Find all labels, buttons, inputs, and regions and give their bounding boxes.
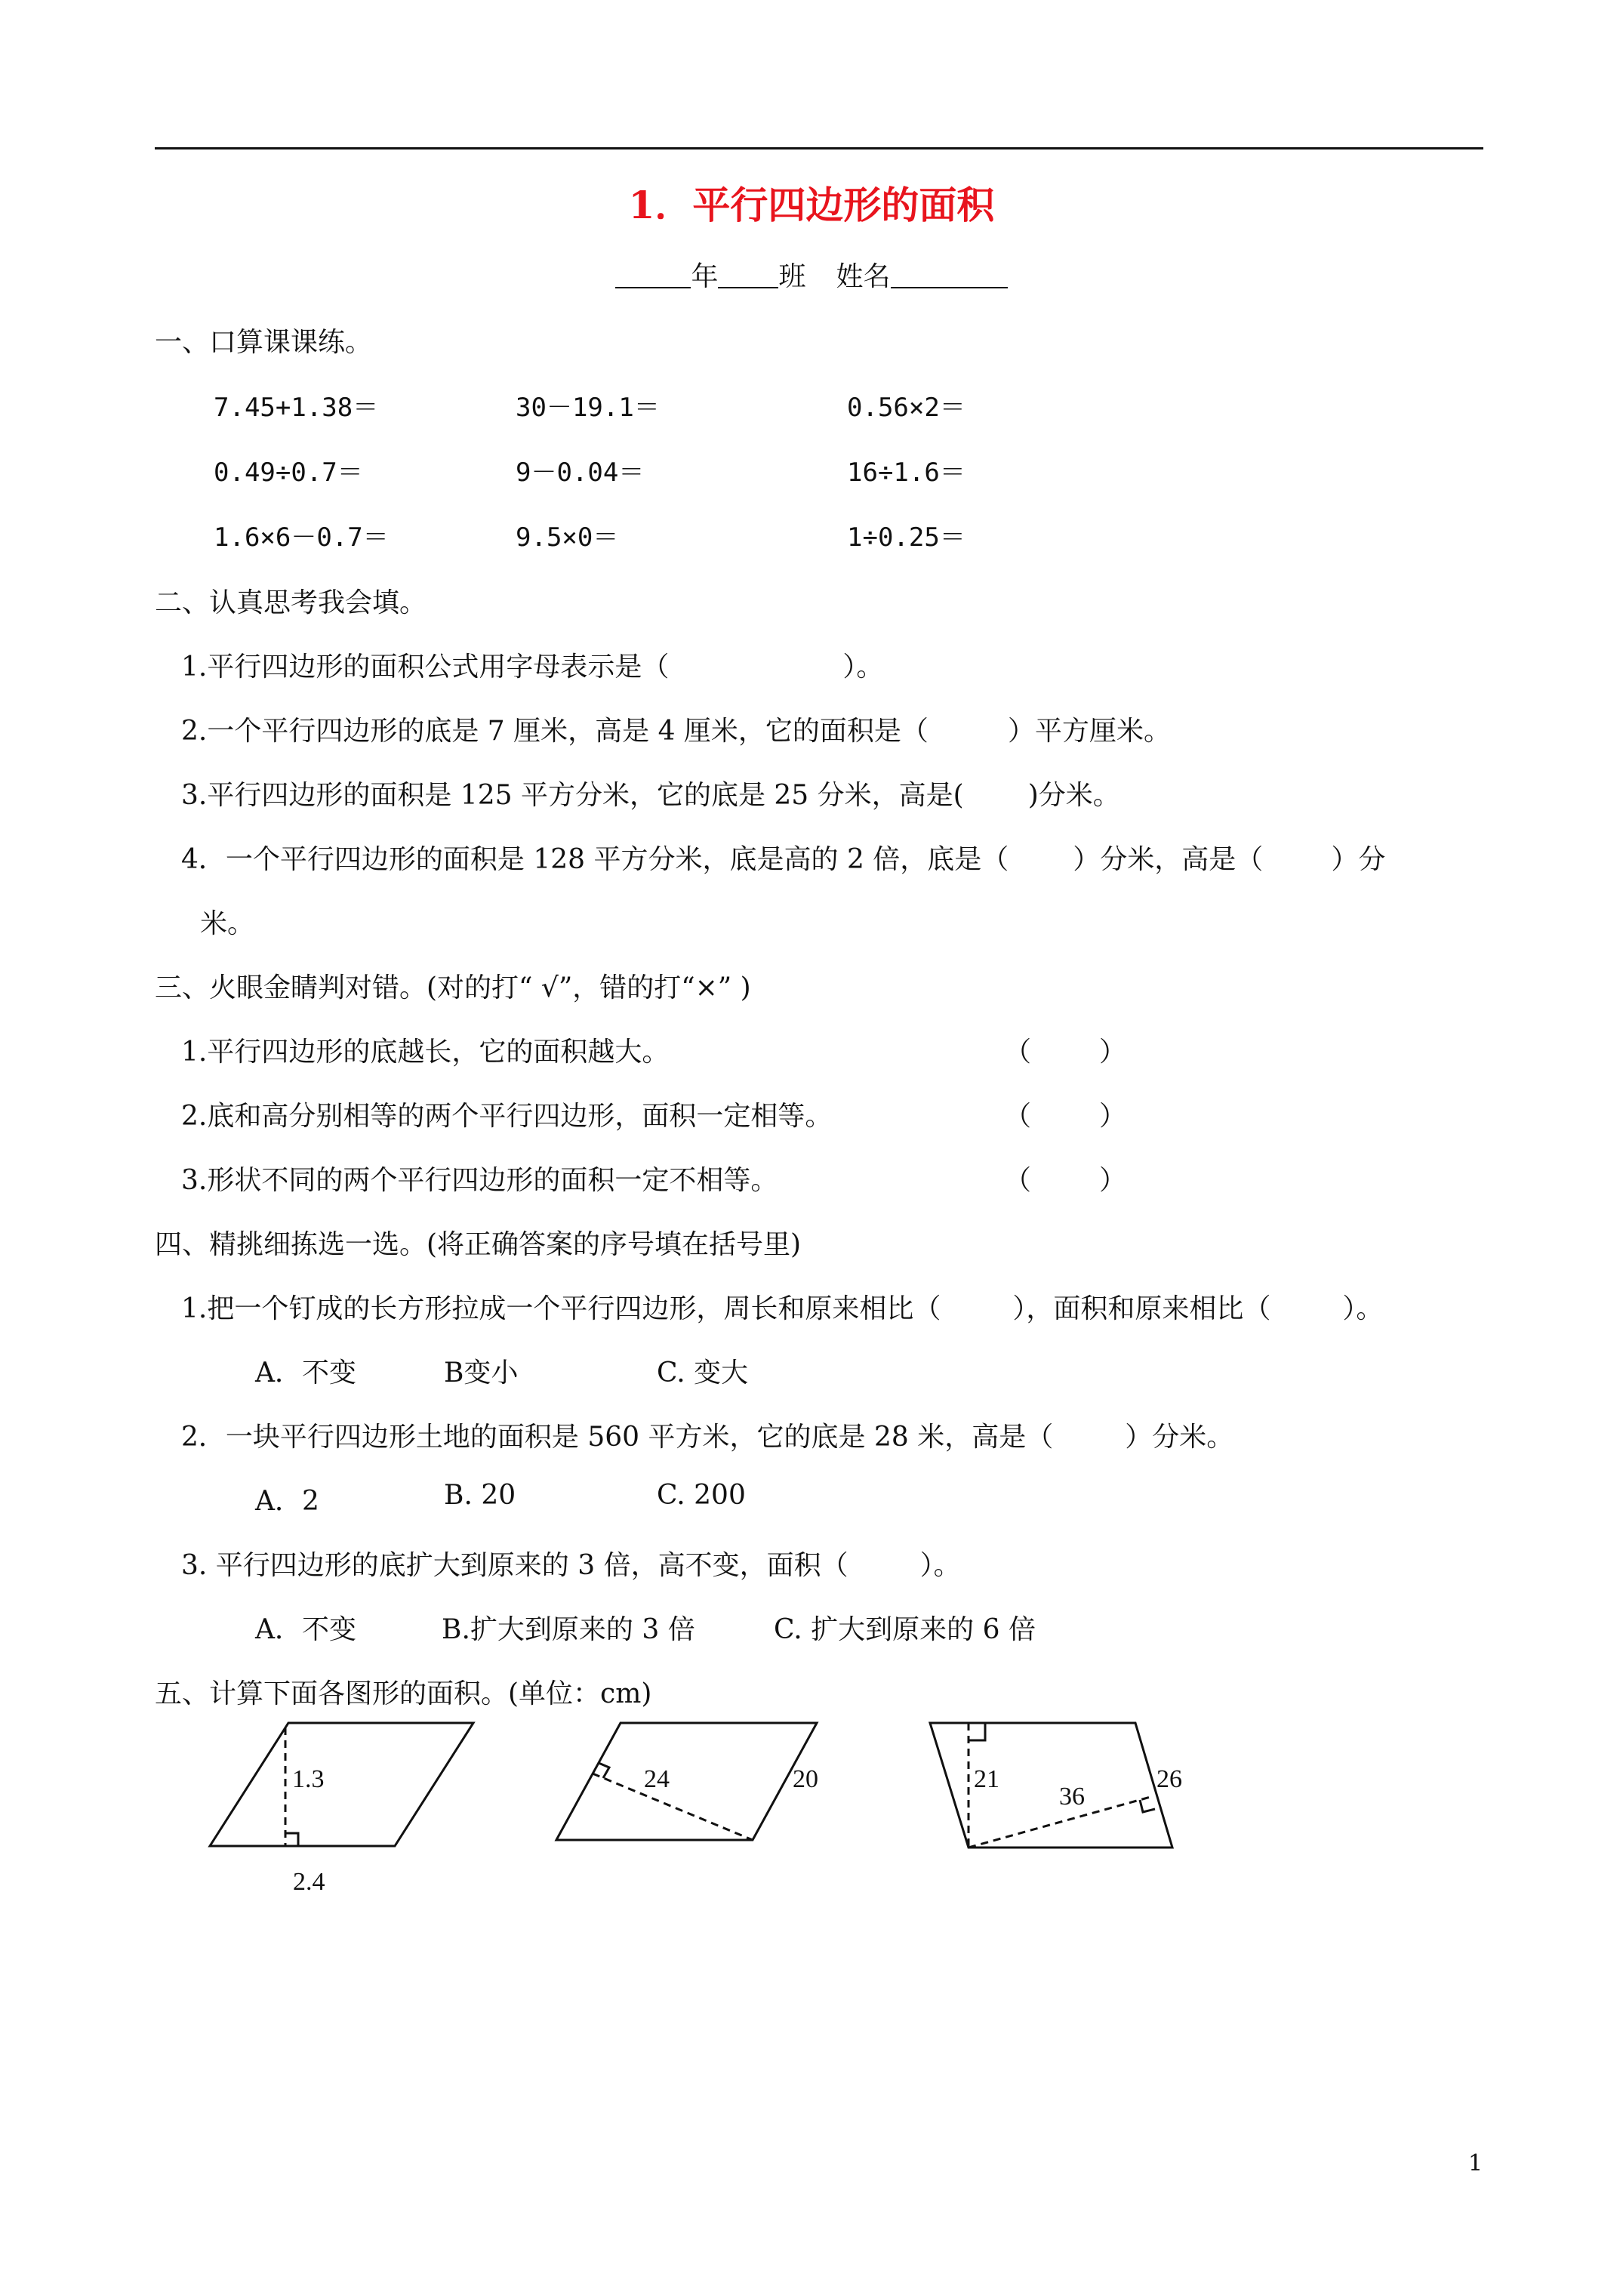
option-b[interactable]: B. 20 — [444, 1480, 516, 1511]
fill-question-3: 3.平行四边形的面积是 125 平方分米，它的底是 25 分米，高是( )分米。 — [181, 780, 1120, 811]
choice-question-2: 2．一块平行四边形土地的面积是 560 平方米，它的底是 28 米，高是（ ）分米。 — [181, 1422, 1234, 1453]
option-a[interactable]: A．不变 — [255, 1358, 356, 1388]
parallelogram-outline — [210, 1723, 473, 1846]
right-angle-marker — [1140, 1800, 1155, 1812]
page-title: 1．平行四边形的面积 — [628, 183, 995, 227]
judge-answer-paren[interactable]: （ ） — [1004, 1101, 1127, 1132]
page-number: 1 — [1468, 2150, 1483, 2177]
parallelogram-figure-1 — [210, 1723, 473, 1896]
height-label: 24 — [644, 1765, 670, 1793]
fill-question-4-continuation: 米。 — [200, 908, 255, 939]
calc-item: 1.6×6－0.7＝ — [214, 522, 389, 553]
class-label: 班 — [778, 261, 806, 292]
parallelogram-figure-2 — [556, 1723, 818, 1840]
option-c[interactable]: C. 200 — [657, 1480, 746, 1511]
calc-item: 16÷1.6＝ — [847, 458, 965, 488]
height-label: 1.3 — [292, 1765, 325, 1793]
option-a[interactable]: A．2 — [255, 1486, 319, 1517]
calc-item: 0.49÷0.7＝ — [214, 458, 363, 488]
parallelogram-outline — [930, 1723, 1172, 1848]
year-label: 年 — [691, 261, 719, 292]
option-b[interactable]: B变小 — [444, 1358, 519, 1388]
base-label: 2.4 — [293, 1868, 325, 1896]
calc-item: 0.56×2＝ — [847, 393, 965, 423]
height-line — [593, 1774, 753, 1840]
right-angle-marker — [599, 1763, 609, 1778]
option-c[interactable]: C. 变大 — [657, 1358, 749, 1388]
name-label: 姓名 — [836, 261, 891, 292]
calc-item: 1÷0.25＝ — [847, 522, 965, 553]
parallelogram-figure-3 — [930, 1723, 1182, 1848]
judge-item: 1.平行四边形的底越长，它的面积越大。 — [181, 1037, 670, 1068]
judge-answer-paren[interactable]: （ ） — [1004, 1037, 1127, 1068]
option-c[interactable]: C. 扩大到原来的 6 倍 — [774, 1614, 1036, 1645]
option-a[interactable]: A．不变 — [255, 1614, 356, 1645]
fill-question-1: 1.平行四边形的面积公式用字母表示是（ ）。 — [181, 652, 884, 683]
choice-question-1: 1.把一个钉成的长方形拉成一个平行四边形，周长和原来相比（ ），面积和原来相比（ ）。 — [181, 1293, 1384, 1324]
section5-heading: 五、计算下面各图形的面积。(单位：cm) — [155, 1678, 652, 1709]
height2-label: 36 — [1059, 1783, 1085, 1811]
fill-question-2: 2.一个平行四边形的底是 7 厘米，高是 4 厘米，它的面积是（ ）平方厘米。 — [181, 716, 1171, 747]
calc-item: 9－0.04＝ — [516, 458, 645, 488]
calc-item: 7.45+1.38＝ — [214, 393, 379, 423]
judge-item: 2.底和高分别相等的两个平行四边形，面积一定相等。 — [181, 1101, 833, 1132]
height1-label: 21 — [974, 1765, 999, 1793]
fill-question-4: 4．一个平行四边形的面积是 128 平方分米，底是高的 2 倍，底是（ ）分米，高是（ ）分 — [181, 844, 1386, 875]
side-label: 20 — [793, 1765, 818, 1793]
section1-heading: 一、口算课课练。 — [155, 327, 373, 358]
section2-heading: 二、认真思考我会填。 — [155, 587, 427, 618]
choice-question-3: 3. 平行四边形的底扩大到原来的 3 倍，高不变，面积（ ）。 — [181, 1550, 961, 1581]
section3-heading: 三、火眼金睛判对错。(对的打“ √”，错的打“×” ) — [155, 972, 751, 1003]
parallelogram-outline — [556, 1723, 817, 1840]
option-b[interactable]: B.扩大到原来的 3 倍 — [442, 1614, 695, 1645]
calc-item: 9.5×0＝ — [516, 522, 619, 553]
section4-heading: 四、精挑细拣选一选。(将正确答案的序号填在括号里) — [155, 1229, 802, 1260]
judge-answer-paren[interactable]: （ ） — [1004, 1165, 1127, 1196]
calc-item: 30－19.1＝ — [516, 393, 660, 423]
right-angle-marker — [285, 1833, 298, 1846]
right-angle-marker — [969, 1723, 985, 1740]
judge-item: 3.形状不同的两个平行四边形的面积一定不相等。 — [181, 1165, 778, 1196]
side-label: 26 — [1156, 1765, 1182, 1793]
